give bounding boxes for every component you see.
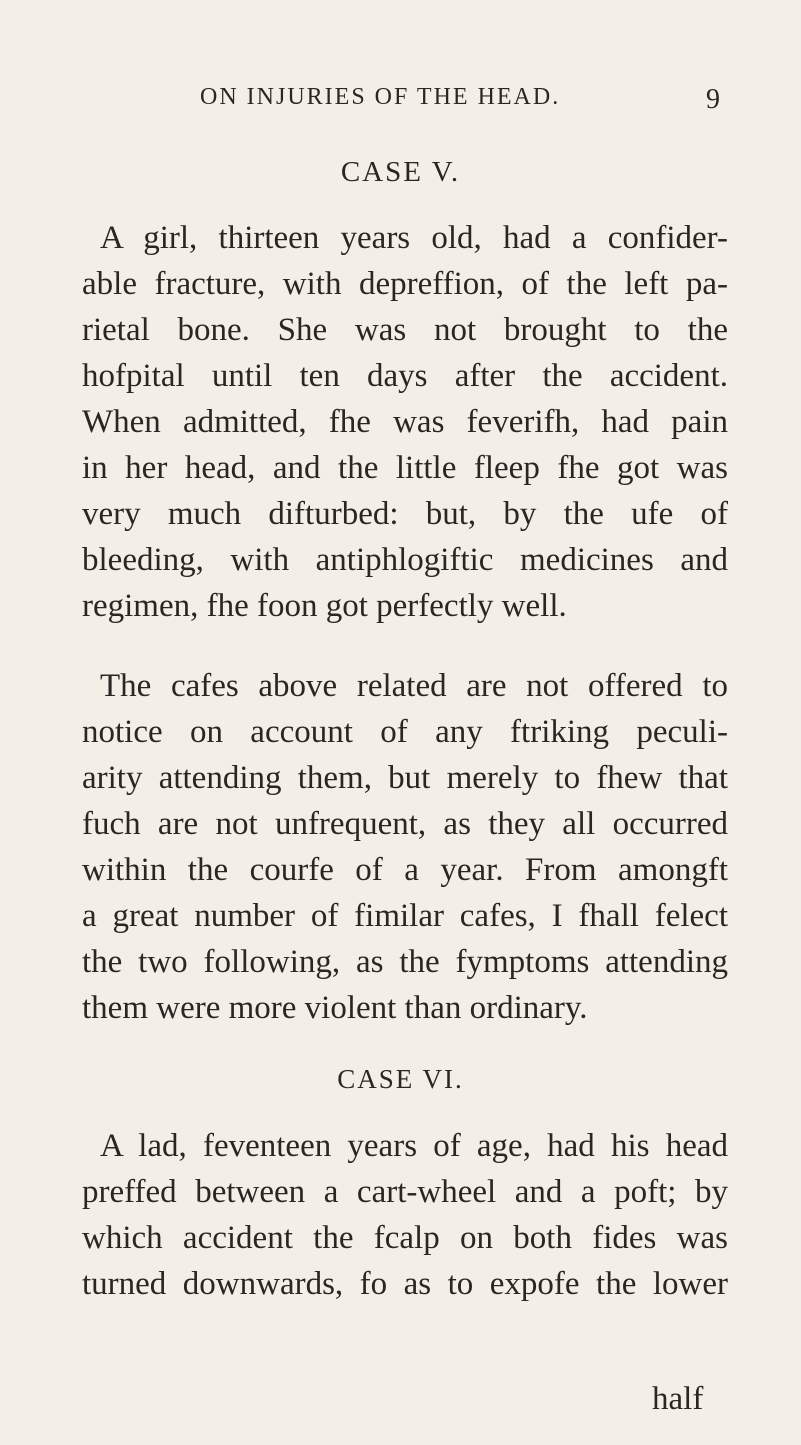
- commentary-line: fuch are not unfrequent, as they all occurred: [82, 806, 728, 842]
- commentary-line: within the courfe of a year. From amongft: [82, 852, 728, 888]
- case-v-line: regimen, fhe foon got perfectly well.: [82, 588, 567, 624]
- running-header: [200, 84, 720, 115]
- case-v-line: bleeding, with antiphlogiftic medicines and: [82, 542, 728, 578]
- case-vi-line: turned downwards, fo as to expofe the lower: [82, 1266, 728, 1302]
- case-v-line: in her head, and the little fleep fhe got was: [82, 450, 728, 486]
- case-v-heading: CASE V.: [340, 156, 461, 188]
- case-vi-line: A lad, feventeen years of age, had his head: [100, 1128, 728, 1164]
- case-vi-line: which accident the fcalp on both fides was: [82, 1220, 728, 1256]
- page-number: 9: [706, 84, 720, 115]
- commentary-line: The cafes above related are not offered to: [100, 668, 728, 704]
- commentary-line: notice on account of any ftriking peculi-: [82, 714, 728, 750]
- case-v-line: very much difturbed: but, by the ufe of: [82, 496, 728, 532]
- case-v-line: rietal bone. She was not brought to the: [82, 312, 728, 348]
- case-vi-heading: CASE VI.: [337, 1064, 464, 1094]
- case-v-line: able fracture, with depreffion, of the left pa-: [82, 266, 728, 302]
- commentary-line: a great number of fimilar cafes, I fhall felect: [82, 898, 728, 934]
- case-v-line: hofpital until ten days after the accident.: [82, 358, 728, 394]
- catchword: half: [652, 1381, 704, 1417]
- case-v-line: When admitted, fhe was feverifh, had pain: [82, 404, 728, 440]
- commentary-line: arity attending them, but merely to fhew that: [82, 760, 728, 796]
- case-vi-line: preffed between a cart-wheel and a poft; by: [82, 1174, 728, 1210]
- commentary-line: the two following, as the fymptoms attending: [82, 944, 728, 980]
- running-title: ON INJURIES OF THE HEAD.: [200, 84, 561, 110]
- case-v-line: A girl, thirteen years old, had a confider-: [100, 220, 728, 256]
- commentary-line: them were more violent than ordinary.: [82, 990, 588, 1026]
